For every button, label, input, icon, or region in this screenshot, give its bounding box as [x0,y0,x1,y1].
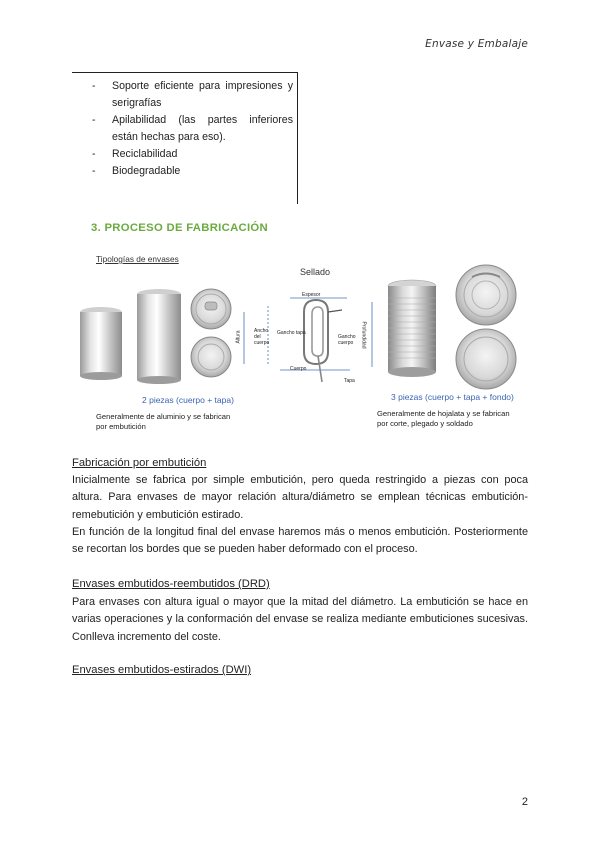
figure-title: Tipologías de envases [96,254,179,264]
caption-three-piece-desc-2: por corte, plegado y soldado [377,419,473,428]
caption-two-piece-desc-1: Generalmente de aluminio y se fabrican [96,412,231,421]
properties-list [72,73,297,180]
tin-bottom-lid-image [456,329,516,389]
properties-table [72,72,298,204]
list-item: - Soporte eficiente para impresiones y serigrafías [94,78,297,112]
paragraph: En función de la longitud final del envase haremos más o menos embutición. Posteriormente se recortan los bordes que se pueden haber deformado con el proceso. [72,526,528,556]
page-number: 2 [521,796,528,808]
diagram-label-espesor: Espesor [302,292,321,298]
list-item: - Biodegradable [94,163,297,180]
caption-three-piece-desc-1: Generalmente de hojalata y se fabrican [377,409,510,418]
diagram-label-altura: Altura [235,330,242,344]
caption-three-piece: 3 piezas (cuerpo + tapa + fondo) [391,392,514,402]
diagram-label-gancho-tapa: Gancho tapa [277,330,306,336]
can-types-figure [72,252,528,442]
tin-top-lid-image [456,265,516,325]
heading-drd: Envases embutidos-reembutidos (DRD) [72,578,270,590]
diagram-label-cuerpo: Cuerpo [290,366,307,372]
header-title: Envase y Embalaje [425,38,528,50]
diagram-label-profundidad: Profundidad [360,321,367,349]
list-item: - Reciclabilidad [94,146,297,163]
sellado-label: Sellado [300,267,331,277]
paragraph: Para envases con altura igual o mayor que la mitad del diámetro. La embutición se hace en varias operaciones y la conformación del envase se realiza mediante embuticiones sucesivas. Conlleva incremento del coste. [72,596,528,643]
paragraph: Inicialmente se fabrica por simple embutición, pero queda restringido a piezas con poca altura. Para envases de mayor relación altura/diámetro se emplean técnicas embutición-remebutición y embutición estirado. [72,474,528,521]
list-item: - Apilabilidad (las partes inferiores están hechas para eso). [94,112,297,146]
diagram-label-gancho-cuerpo: Gancho cuerpo [338,334,356,346]
heading-dwi: Envases embutidos-estirados (DWI) [72,664,252,676]
section-title: 3. PROCESO DE FABRICACIÓN [91,222,268,234]
diagram-label-ancho: Ancho del cuerpo [254,328,270,346]
tin-can-image [388,280,436,377]
caption-two-piece: 2 piezas (cuerpo + tapa) [142,395,234,405]
heading-fabricacion: Fabricación por embutición [72,457,207,469]
caption-two-piece-desc-2: por embutición [96,422,146,431]
diagram-label-tapa: Tapa [344,378,355,384]
